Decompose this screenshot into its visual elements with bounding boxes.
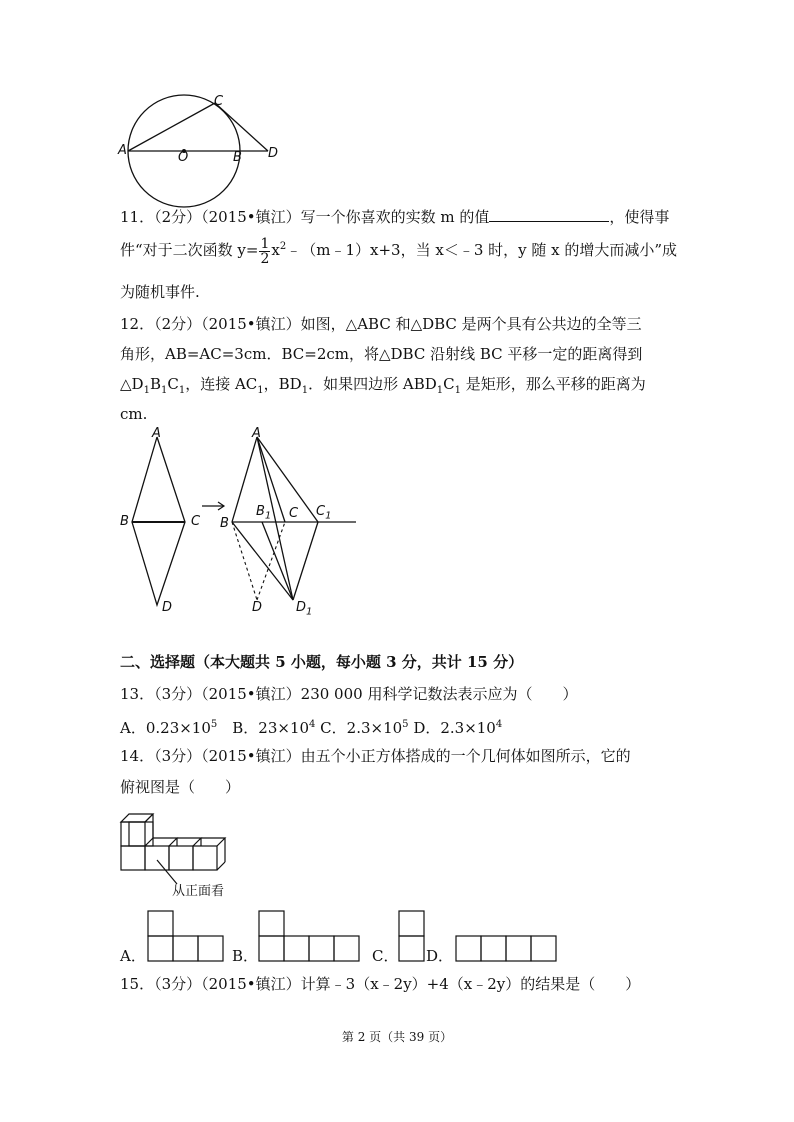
q11-line1: 11．（2分）（2015•镇江）写一个你喜欢的实数 m 的值 ，使得事 xyxy=(120,205,669,228)
q13-options xyxy=(120,714,502,739)
label-A: A xyxy=(118,143,127,158)
page-footer: 第 2 页（共 39 页） xyxy=(341,1030,453,1044)
q11-line2: 件“对于二次函数 y= $\frac{1}{2}$ $x^2﹣(m﹣1)x+3$，当 x＜﹣3 时，y 随 x 的增大而减小”成 xyxy=(120,235,678,267)
answer-blank[interactable] xyxy=(489,205,609,222)
q12-line2: 角形，AB=AC=3cm．BC=2cm，将△DBC 沿射线 BC 平移一定的距离得到 xyxy=(120,345,643,363)
q13-option-b[interactable]: B．$23\times 10^4$ xyxy=(217,719,316,737)
label-O: O xyxy=(178,150,189,165)
q14-option-d-shape[interactable] xyxy=(455,935,559,963)
q14-line1: 14．（3分）（2015•镇江）由五个小正方体搭成的一个几何体如图所示，它的 xyxy=(120,747,631,765)
q14-line2: 俯视图是（ ） xyxy=(120,778,241,796)
rh-label-B2: B xyxy=(220,516,229,531)
q14-option-c-shape[interactable] xyxy=(398,910,426,962)
rhombus-translation-figure xyxy=(110,425,370,625)
view-direction-label: 从正面看 xyxy=(172,884,225,899)
q14-option-a-shape[interactable] xyxy=(147,910,227,962)
label-D: D xyxy=(268,146,279,161)
rh-label-B: B xyxy=(120,514,129,529)
q14-option-b-shape[interactable] xyxy=(258,910,362,962)
rh-label-A: A xyxy=(152,426,161,441)
q13-option-c[interactable]: C．$2.3\times 10^5$ xyxy=(315,719,409,737)
label-B: B xyxy=(233,150,242,165)
rh-label-D: D xyxy=(162,600,173,615)
label-C: C xyxy=(214,94,224,109)
q14-option-a-label[interactable]: A． xyxy=(120,947,146,965)
rh-label-B1: $B_1$ xyxy=(256,504,272,522)
rh-label-C2: C xyxy=(289,506,299,521)
q12-line4: cm. xyxy=(120,405,148,423)
fraction-one-half: $\frac{1}{2}$ xyxy=(260,235,270,267)
rh-label-C1: $C_1$ xyxy=(316,504,332,522)
rh-label-C: C xyxy=(191,514,201,529)
cube-solid-figure xyxy=(115,808,245,888)
section-heading: 二、选择题（本大题共 5 小题，每小题 3 分，共计 15 分） xyxy=(120,653,524,671)
rh-label-D1: $D_1$ xyxy=(296,600,313,618)
q12-line3: $\triangle D_1B_1C_1$，连接 $AC_1$，$BD_1$．如果四边形 $ABD_1C_1$ 是矩形，那么平移的距离为 xyxy=(120,375,646,396)
q13-stem: 13．（3分）（2015•镇江）230 000 用科学记数法表示应为（ ） xyxy=(120,685,578,703)
q14-option-c-label[interactable]: C． xyxy=(372,947,399,965)
q14-option-d-label[interactable]: D． xyxy=(426,947,454,965)
rh-label-A2: A xyxy=(252,426,261,441)
q13-option-a[interactable]: A．$0.23\times 10^5$ xyxy=(120,719,218,737)
q15-stem: 15．（3分）（2015•镇江）计算﹣3（x﹣2y）+4（x﹣2y）的结果是（ ） xyxy=(120,975,641,993)
q14-option-b-label[interactable]: B． xyxy=(232,947,259,965)
rh-label-D2: D xyxy=(252,600,263,615)
q13-option-d[interactable]: D．$2.3\times 10^4$ xyxy=(408,719,503,737)
q11-line3: 为随机事件. xyxy=(120,283,200,301)
q12-line1: 12．（2分）（2015•镇江）如图，△ABC 和△DBC 是两个具有公共边的全等三 xyxy=(120,315,642,333)
